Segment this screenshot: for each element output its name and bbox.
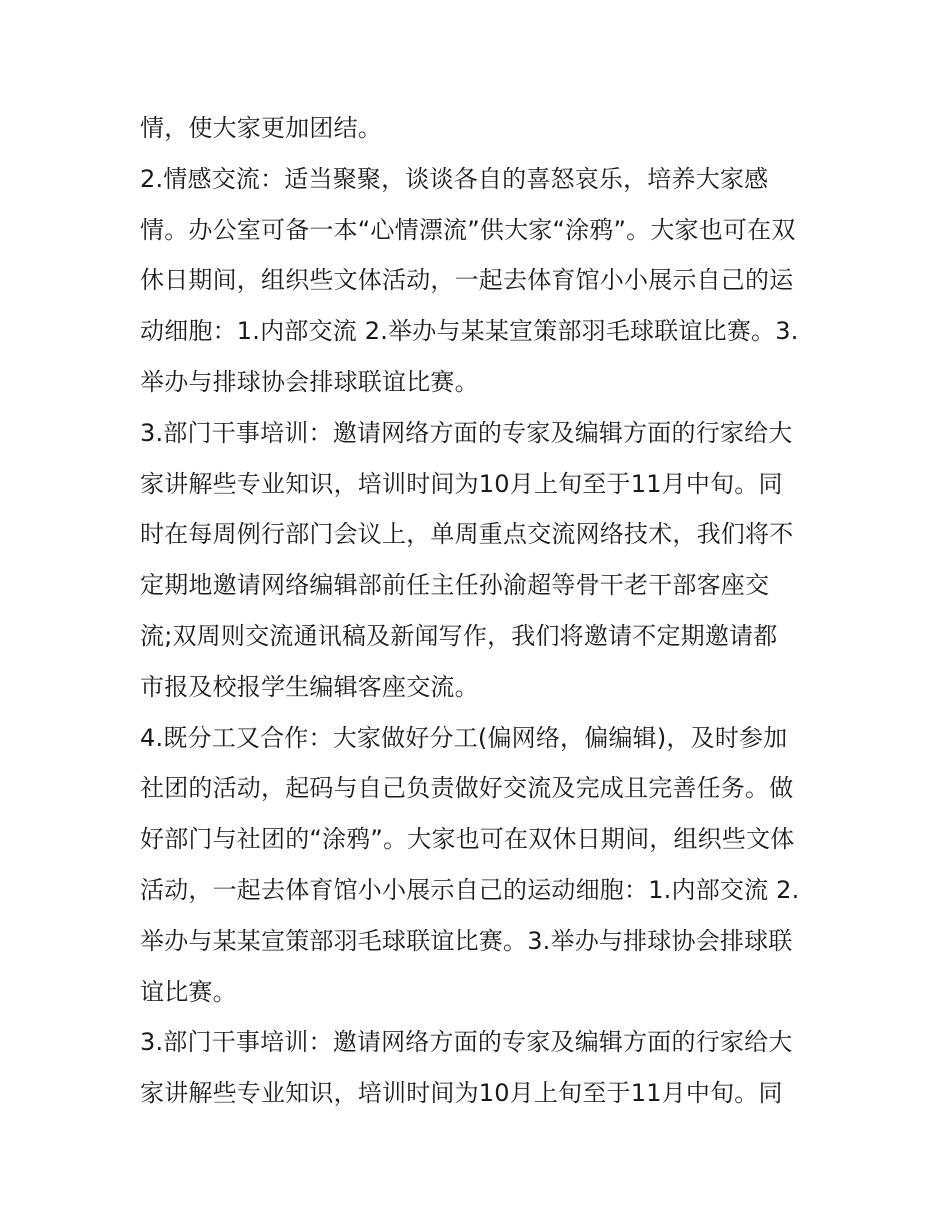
text-line: 活动，一起去体育馆小小展示自己的运动细胞：1.内部交流 2.	[140, 875, 800, 904]
text-line: 定期地邀请网络编辑部前任主任孙渝超等骨干老干部客座交	[140, 571, 770, 600]
text-line: 时在每周例行部门会议上，单周重点交流网络技术，我们将不	[140, 520, 794, 549]
text-line: 举办与某某宣策部羽毛球联谊比赛。3.举办与排球协会排球联	[140, 926, 793, 955]
text-line: 3.部门干事培训：邀请网络方面的专家及编辑方面的行家给大	[140, 1028, 793, 1057]
text-line: 好部门与社团的“涂鸦”。大家也可在双休日期间，组织些文体	[140, 825, 795, 854]
text-line: 情，使大家更加团结。	[140, 114, 382, 142]
document-body	[140, 103, 830, 1119]
text-line: 3.部门干事培训：邀请网络方面的专家及编辑方面的行家给大	[140, 418, 793, 447]
text-line: 休日期间，组织些文体活动，一起去体育馆小小展示自己的运	[140, 266, 794, 295]
text-line: 情。办公室可备一本“心情漂流”供大家“涂鸦”。大家也可在双	[140, 215, 796, 244]
text-line: 市报及校报学生编辑客座交流。	[140, 672, 479, 701]
text-line: 家讲解些专业知识，培训时间为10月上旬至于11月中旬。同	[140, 469, 783, 498]
text-line: 4.既分工又合作：大家做好分工(偏网络，偏编辑)，及时参加	[140, 723, 788, 752]
text-line: 流;双周则交流通讯稿及新闻写作，我们将邀请不定期邀请都	[140, 621, 778, 650]
text-line: 2.情感交流：适当聚聚，谈谈各自的喜怒哀乐，培养大家感	[140, 164, 769, 193]
text-line: 社团的活动，起码与自己负责做好交流及完成且完善任务。做	[140, 774, 794, 803]
text-line: 举办与排球协会排球联谊比赛。	[140, 367, 479, 396]
text-line: 家讲解些专业知识，培训时间为10月上旬至于11月中旬。同	[140, 1079, 783, 1108]
text-line: 谊比赛。	[140, 977, 237, 1006]
text-line: 动细胞：1.内部交流 2.举办与某某宣策部羽毛球联谊比赛。3.	[140, 317, 799, 346]
